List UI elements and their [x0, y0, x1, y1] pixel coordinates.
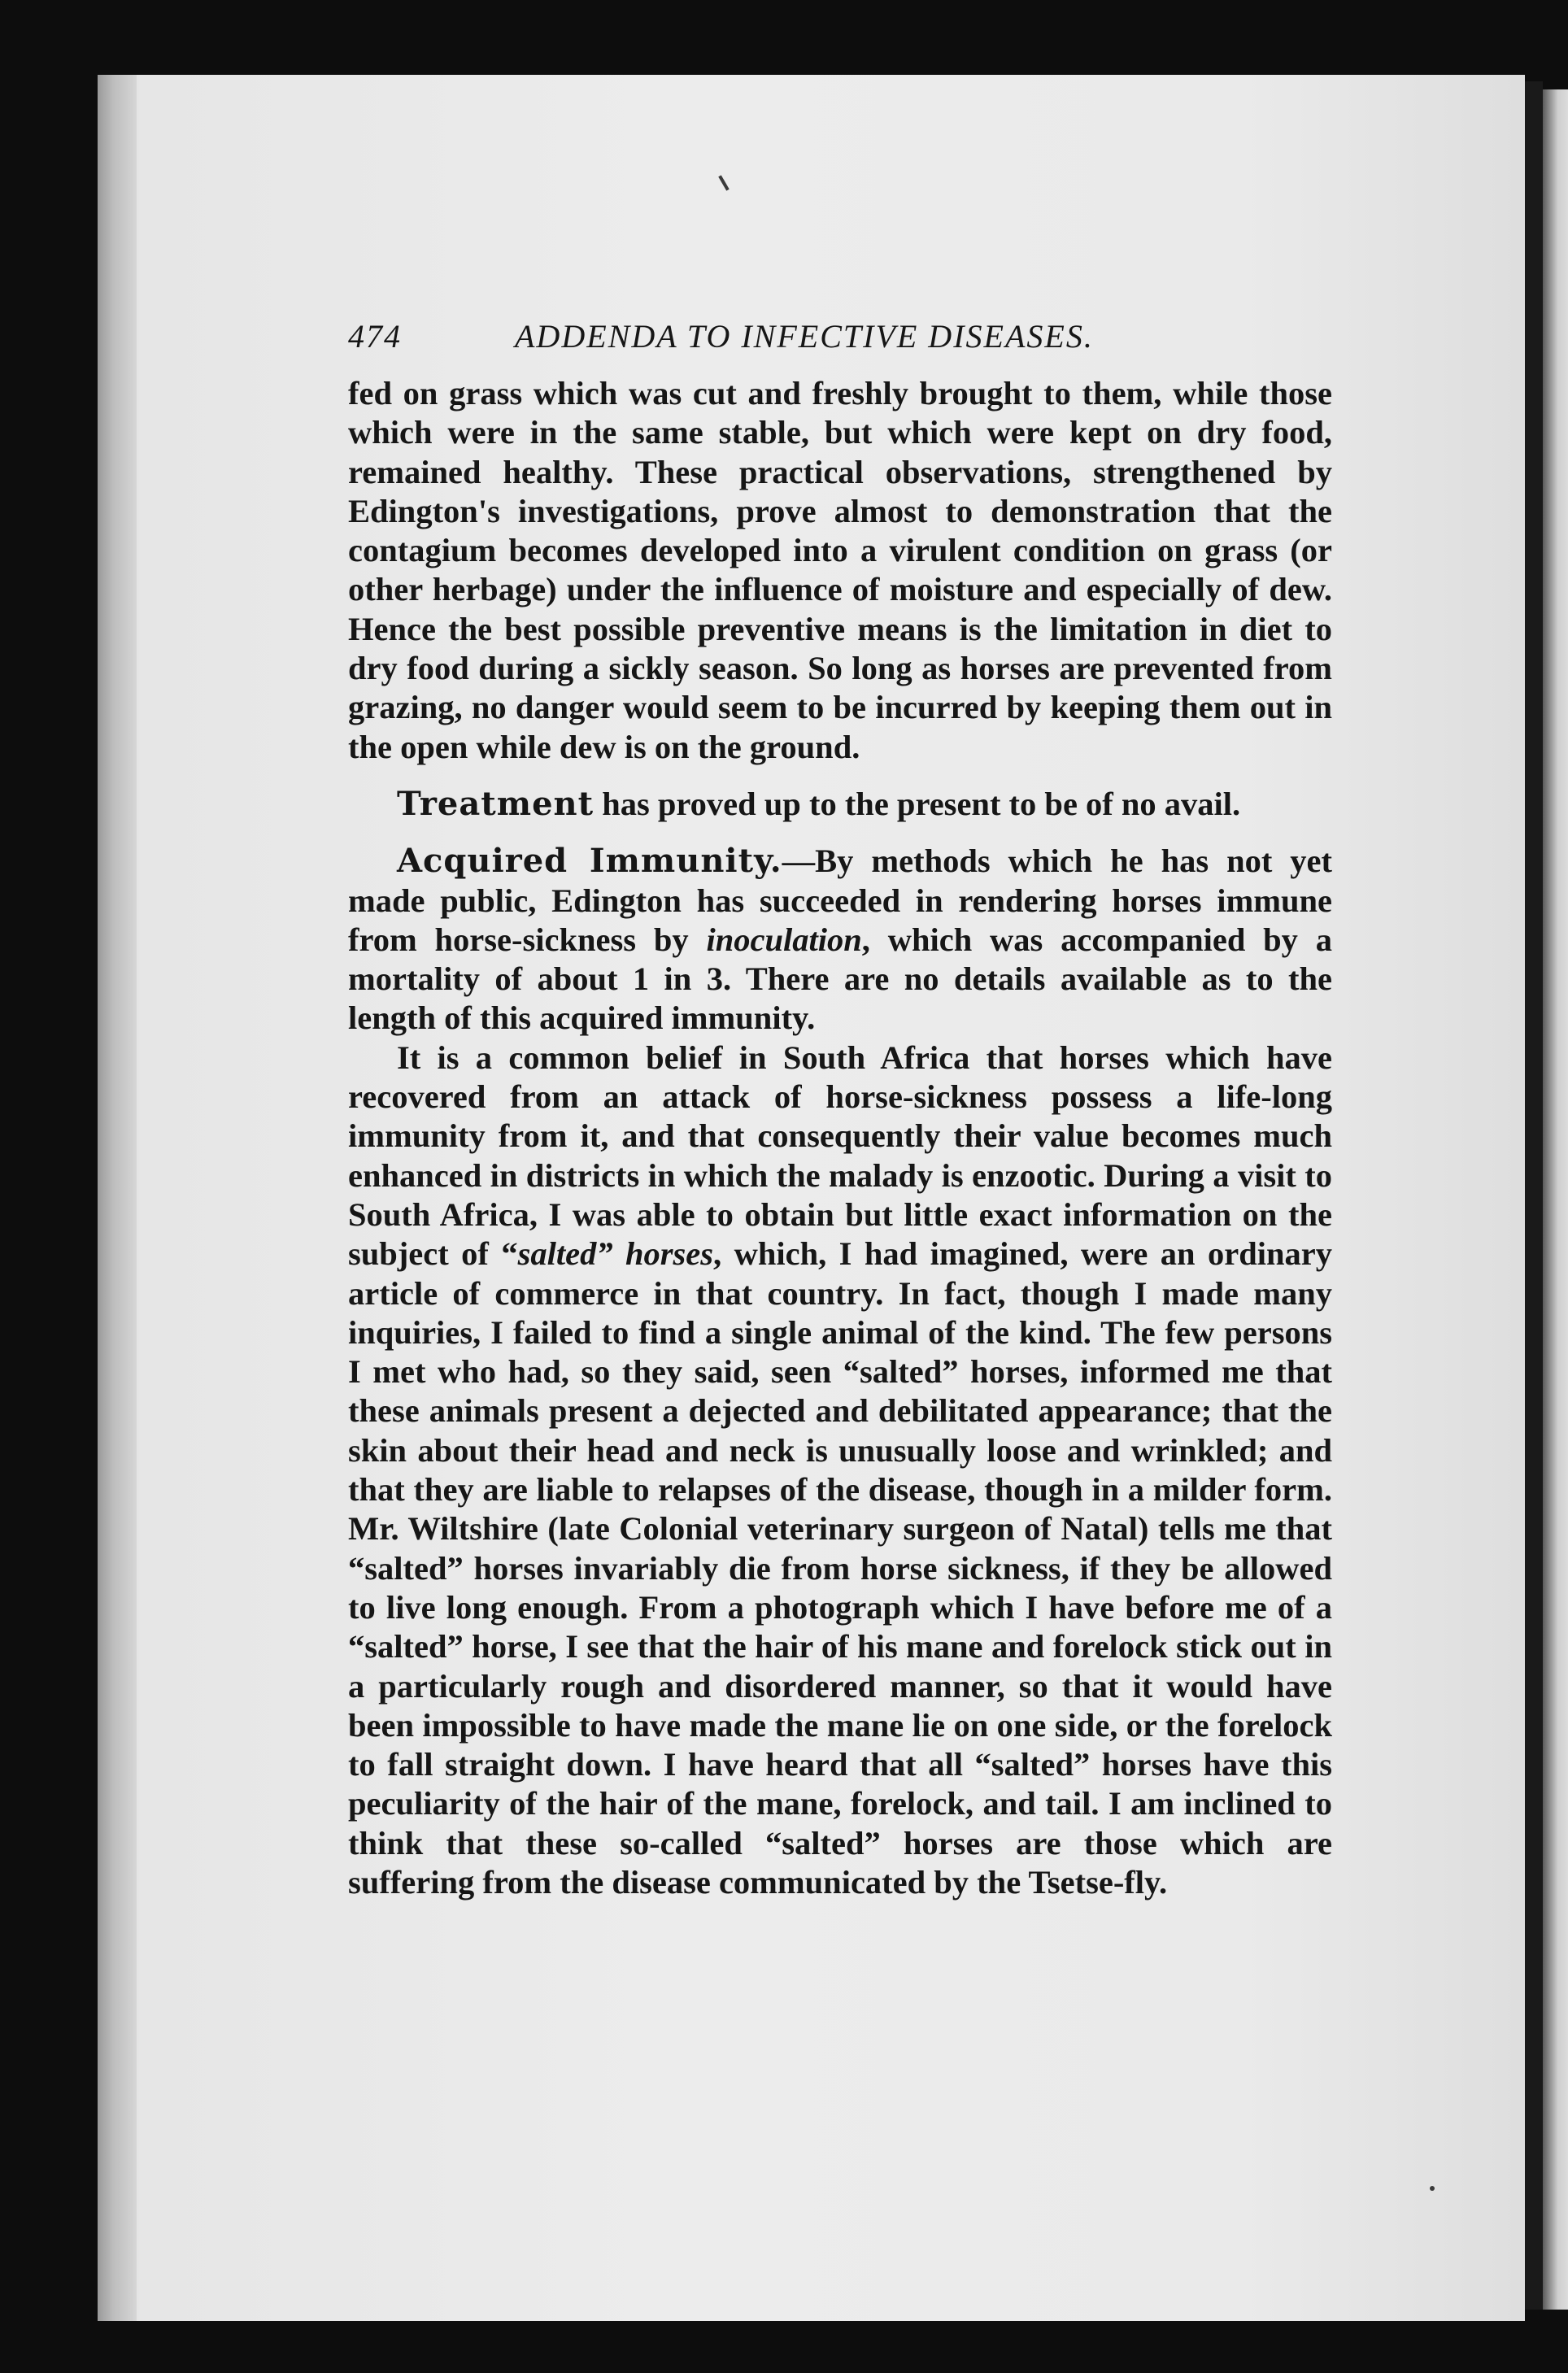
emphasis-text: salted” horses [517, 1235, 714, 1273]
running-title: ADDENDA TO INFECTIVE DISEASES. [515, 318, 1094, 355]
paragraph: fed on grass which was cut and freshly brought to them, while those which were in the same stable, but which were kept on dry food, remained healthy. These practical observations, strengthened by Edington's investigations, prove almost to demonstration that the contagium becomes developed into a virulent condition on grass (or other herbage) under the influence of moisture and especially of dew. Hence the best possible preventive means is the limitation in diet to dry food during a sickly season. So long as horses are prevented from grazing, no danger would seem to be incurred by keeping them out in the open while dew is on the ground. [348, 375, 1332, 765]
adjacent-page-edge [1543, 89, 1568, 2310]
treatment-paragraph [348, 785, 1332, 824]
paragraph-spacer [348, 767, 1332, 785]
emphasis-text: inoculation [706, 921, 862, 958]
paragraph-text: , which, I had imagined, were an ordinary article of commerce in that country. In fact, though I made many inquiries, I failed to find a single animal of the kind. The few persons I met who had, so they said, seen “salted” horses, informed me that these animals present a dejected and debilitated appearance; that the skin about their head and neck is unusually loose and wrinkled; and that they are liable to relapses of the disease, though in a milder form. Mr. Wiltshire (late Colonial veterinary surgeon of Natal) tells me that “salted” horses invariably die from horse sickness, if they be allowed to live long enough. From a photograph which I have before me of a “salted” horse, I see that the hair of his mane and forelock stick out in a particularly rough and disordered manner, so that it would have been impossible to have made the mane lie on one side, or the forelock to fall straight down. I have heard that all “salted” horses have this peculiarity of the hair of the mane, forelock, and tail. I am inclined to think that these so-called “salted” horses are those which are suffering from the disease communicated by the Tsetse-fly. [348, 1235, 1332, 1901]
paragraph-text: —By methods which he has not yet made public, Edington has succeeded in rendering horses immune from horse-sickness by [348, 843, 1332, 958]
page-number: 474 [348, 318, 402, 355]
salted-horses-paragraph [348, 1038, 1332, 1903]
immunity-paragraph [348, 842, 1332, 1038]
stray-mark [1430, 2186, 1435, 2191]
paragraph-text: , which was accompanied by a mortality of about 1 in 3. There are no details available as to the length of this acquired immunity. [348, 921, 1332, 1037]
section-heading: Treatment [397, 784, 595, 823]
paragraph-text: has proved up to the present to be of no avail. [594, 785, 1241, 822]
running-header [348, 317, 1332, 374]
page-edge-shadow [1525, 81, 1543, 2310]
page-gutter-shadow [98, 75, 137, 2321]
paragraph-spacer [348, 824, 1332, 842]
page-text [348, 317, 1332, 1902]
section-heading: Acquired Immunity. [397, 842, 782, 881]
paragraph-text: It is a common belief in South Africa that horses which have recovered from an attack of horse-sickness possess a life-long immunity from it, and that consequently their value becomes much enhanced in districts in which the malady is enzootic. During a visit to South Africa, I was able to obtain but little exact information on the subject of “ [348, 1038, 1332, 1273]
